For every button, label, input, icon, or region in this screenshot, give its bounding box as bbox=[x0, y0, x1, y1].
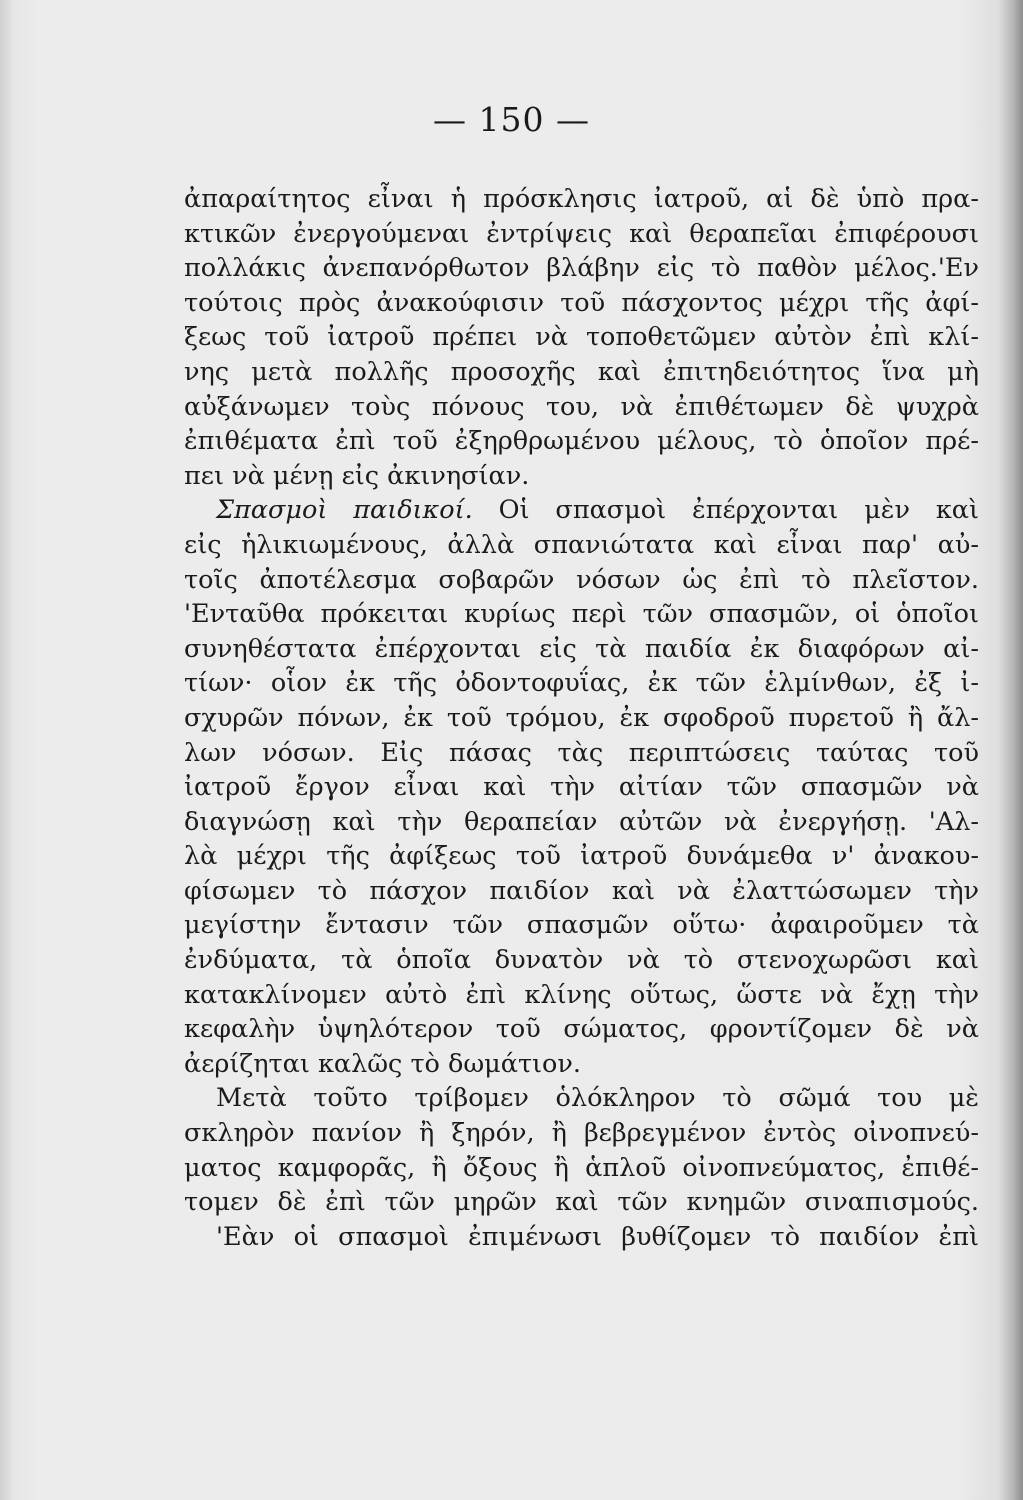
text-line: φίσωμεν τὸ πάσχον παιδίον καὶ νὰ ἐλαττώσωμεν τὴν bbox=[184, 875, 979, 906]
text-line: ματος καμφορᾶς, ἢ ὄξους ἢ ἁπλοῦ οἰνοπνεύματος, ἐπιθέ- bbox=[184, 1152, 979, 1183]
text-line: ἀερίζηται καλῶς τὸ δωμάτιον. bbox=[184, 1048, 582, 1079]
text-line: ἰατροῦ ἔργον εἶναι καὶ τὴν αἰτίαν τῶν σπασμῶν νὰ bbox=[184, 772, 979, 803]
text-line: μεγίστην ἔντασιν τῶν σπασμῶν οὕτω· ἀφαιροῦμεν τὰ bbox=[184, 910, 979, 941]
text-line: διαγνώσῃ καὶ τὴν θεραπείαν αὐτῶν νὰ ἐνεργήσῃ. 'Αλ- bbox=[184, 806, 979, 837]
text-line: συνηθέστατα ἐπέρχονται εἰς τὰ παιδία ἐκ διαφόρων αἰ- bbox=[184, 633, 979, 664]
text-line: Μετὰ τοῦτο τρίβομεν ὁλόκληρον τὸ σῶμά του μὲ bbox=[216, 1083, 979, 1114]
text-line: ἀπαραίτητος εἶναι ἡ πρόσκλησις ἰατροῦ, αἱ δὲ ὑπὸ πρα- bbox=[184, 184, 979, 214]
text-line: σκληρὸν πανίον ἢ ξηρόν, ἢ βεβρεγμένον ἐντὸς οἰνοπνεύ- bbox=[184, 1118, 979, 1149]
text-line: λὰ μέχρι τῆς ἀφίξεως τοῦ ἰατροῦ δυνάμεθα ν' ἀνακου- bbox=[184, 841, 979, 872]
text-line: πολλάκις ἀνεπανόρθωτον βλάβην εἰς τὸ παθὸν μέλος.'Εν bbox=[184, 253, 979, 284]
text-span: Οἱ σπασμοὶ ἐπέρχονται μὲν καὶ bbox=[498, 495, 979, 526]
section-line bbox=[184, 493, 979, 528]
text-line: κτικῶν ἐνεργούμεναι ἐντρίψεις καὶ θεραπεῖαι ἐπιφέρουσι bbox=[184, 218, 979, 249]
text-line: ἐνδύματα, τὰ ὁποῖα δυνατὸν νὰ τὸ στενοχωρῶσι καὶ bbox=[184, 945, 979, 976]
text-line: ἐπιθέματα ἐπὶ τοῦ ἐξηρθρωμένου μέλους, τὸ ὁποῖον πρέ- bbox=[184, 426, 979, 457]
text-line: 'Ενταῦθα πρόκειται κυρίως περὶ τῶν σπασμῶν, οἱ ὁποῖοι bbox=[184, 599, 979, 630]
body-text bbox=[184, 182, 979, 1254]
text-line: πει νὰ μένῃ εἰς ἀκινησίαν. bbox=[184, 460, 530, 491]
text-line: κεφαλὴν ὑψηλότερον τοῦ σώματος, φροντίζομεν δὲ νὰ bbox=[184, 1014, 979, 1045]
text-line: 'Εὰν οἱ σπασμοὶ ἐπιμένωσι βυθίζομεν τὸ παιδίον ἐπὶ bbox=[216, 1221, 979, 1252]
text-line: τοῖς ἀποτέλεσμα σοβαρῶν νόσων ὡς ἐπὶ τὸ πλεῖστον. bbox=[184, 564, 979, 595]
page-edge-shadow bbox=[997, 0, 1023, 1500]
text-line: τομεν δὲ ἐπὶ τῶν μηρῶν καὶ τῶν κνημῶν σιναπισμούς. bbox=[184, 1187, 979, 1218]
text-line: σχυρῶν πόνων, ἐκ τοῦ τρόμου, ἐκ σφοδροῦ πυρετοῦ ἢ ἄλ- bbox=[184, 702, 979, 733]
text-line: αὐξάνωμεν τοὺς πόνους του, νὰ ἐπιθέτωμεν δὲ ψυχρὰ bbox=[184, 391, 979, 422]
page-number: — 150 — bbox=[433, 100, 590, 139]
section-heading: Σπασμοὶ παιδικοί. bbox=[216, 495, 473, 526]
text-line: νης μετὰ πολλῆς προσοχῆς καὶ ἐπιτηδειότητος ἵνα μὴ bbox=[184, 356, 979, 387]
text-line: τίων· οἷον ἐκ τῆς ὀδοντοφυΐας, ἐκ τῶν ἑλμίνθων, ἐξ ἰ- bbox=[184, 668, 979, 699]
text-line: ξεως τοῦ ἰατροῦ πρέπει νὰ τοποθετῶμεν αὐτὸν ἐπὶ κλί- bbox=[184, 322, 979, 353]
text-line: εἰς ἡλικιωμένους, ἀλλὰ σπανιώτατα καὶ εἶναι παρ' αὐ- bbox=[184, 529, 979, 560]
text-line: λων νόσων. Εἰς πάσας τὰς περιπτώσεις ταύτας τοῦ bbox=[184, 737, 979, 768]
text-line: κατακλίνομεν αὐτὸ ἐπὶ κλίνης οὕτως, ὥστε νὰ ἔχῃ τὴν bbox=[184, 979, 979, 1010]
text-line: τούτοις πρὸς ἀνακούφισιν τοῦ πάσχοντος μέχρι τῆς ἀφί- bbox=[184, 287, 979, 318]
